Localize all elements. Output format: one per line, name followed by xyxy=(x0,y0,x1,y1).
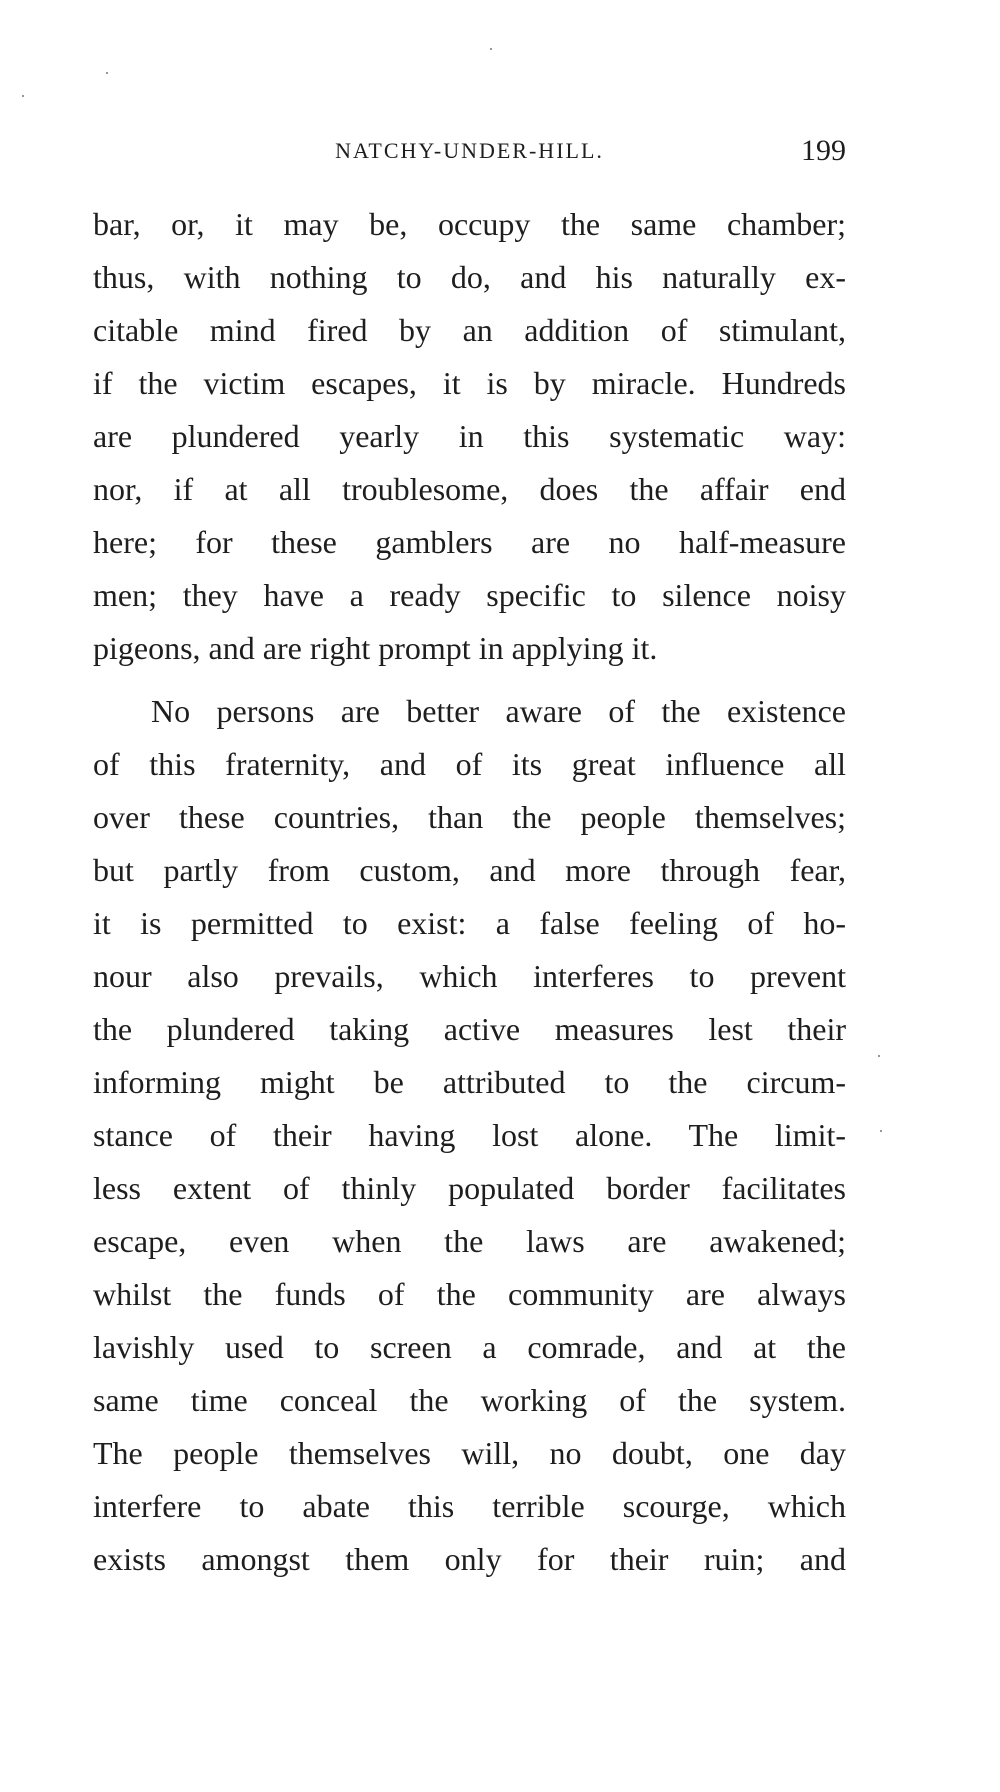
text-line: exists amongst them only for their ruin; and xyxy=(93,1541,846,1577)
text-line: here; for these gamblers are no half-measure xyxy=(93,524,846,560)
text-line: if the victim escapes, it is by miracle. Hundreds xyxy=(93,365,846,401)
text-line: the plundered taking active measures lest their xyxy=(93,1011,846,1047)
text-line: of this fraternity, and of its great influence all xyxy=(93,746,846,782)
text-line: same time conceal the working of the system. xyxy=(93,1382,846,1418)
text-line: thus, with nothing to do, and his naturally ex- xyxy=(93,259,846,295)
text-line: nour also prevails, which interferes to prevent xyxy=(93,958,846,994)
running-title: NATCHY-UNDER-HILL. xyxy=(335,138,604,163)
text-line: are plundered yearly in this systematic way: xyxy=(93,418,846,454)
text-line: it is permitted to exist: a false feeling of ho- xyxy=(93,905,846,941)
text-line: whilst the funds of the community are always xyxy=(93,1276,846,1312)
paragraph-2 xyxy=(93,685,846,1586)
text-line: No persons are better aware of the existence xyxy=(151,693,846,729)
running-head xyxy=(93,134,846,174)
text-line: pigeons, and are right prompt in applying it. xyxy=(93,630,658,666)
paper-speck xyxy=(106,72,108,74)
paper-speck xyxy=(490,48,492,50)
text-line: The people themselves will, no doubt, one day xyxy=(93,1435,846,1471)
text-line: informing might be attributed to the circum- xyxy=(93,1064,846,1100)
page-number: 199 xyxy=(801,134,846,167)
text-line: lavishly used to screen a comrade, and at the xyxy=(93,1329,846,1365)
text-line: bar, or, it may be, occupy the same chamber; xyxy=(93,206,846,242)
text-line: interfere to abate this terrible scourge, which xyxy=(93,1488,846,1524)
text-line: but partly from custom, and more through fear, xyxy=(93,852,846,888)
text-line: over these countries, than the people themselves; xyxy=(93,799,846,835)
paragraph-gap xyxy=(93,675,846,685)
paper-speck xyxy=(880,1130,882,1132)
paragraph-1 xyxy=(93,198,846,675)
text-line: less extent of thinly populated border facilitates xyxy=(93,1170,846,1206)
text-line: men; they have a ready specific to silence noisy xyxy=(93,577,846,613)
paper-speck xyxy=(878,1055,880,1057)
text-line: citable mind fired by an addition of stimulant, xyxy=(93,312,846,348)
paper-speck xyxy=(22,95,24,97)
text-line: stance of their having lost alone. The limit- xyxy=(93,1117,846,1153)
text-line: nor, if at all troublesome, does the affair end xyxy=(93,471,846,507)
body-text xyxy=(93,198,846,1586)
text-line: escape, even when the laws are awakened; xyxy=(93,1223,846,1259)
